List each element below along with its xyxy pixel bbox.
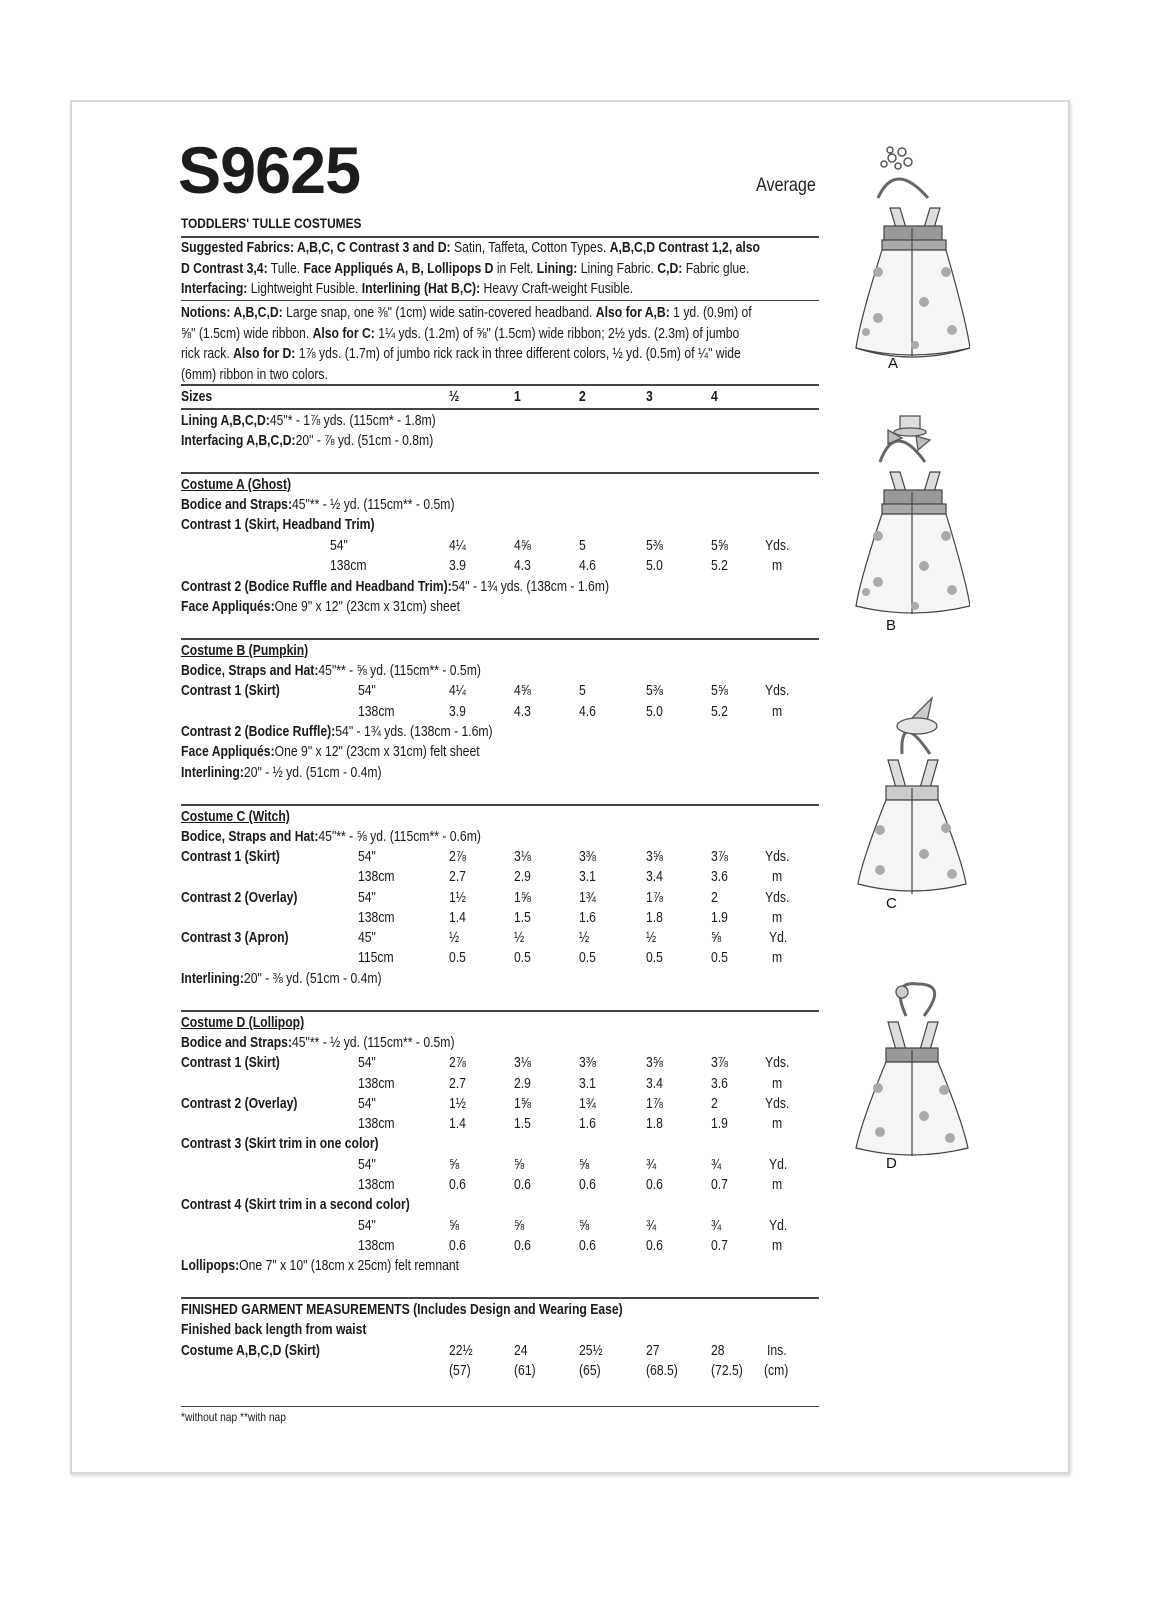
yardage-value: 3⅜ — [579, 849, 596, 865]
yardage-value: 3.1 — [579, 1076, 596, 1092]
unit: Yds. — [765, 890, 790, 906]
yardage-row — [181, 702, 821, 722]
divider — [181, 1406, 819, 1407]
yardage-value: ⅝ — [711, 930, 722, 946]
yardage-row — [181, 1236, 821, 1256]
yardage-value: 4¼ — [449, 538, 466, 554]
lining-label: Lining A,B,C,D: — [181, 413, 270, 429]
finished-inches-row — [181, 1341, 821, 1361]
row-label: Contrast 1 (Skirt, Headband Trim) — [181, 517, 375, 533]
yardage-value: 2.7 — [449, 869, 466, 885]
yardage-row — [181, 847, 821, 867]
measurement-value: 27 — [646, 1343, 660, 1359]
yardage-value: 1⅞ — [646, 1096, 663, 1112]
yardage-value: 1.8 — [646, 910, 663, 926]
yardage-row — [181, 1114, 821, 1134]
yardage-value: 0.7 — [711, 1177, 728, 1193]
notions-label: Also for D: — [233, 346, 296, 362]
yardage-value: 5⅝ — [711, 538, 728, 554]
yardage-value: ⅝ — [514, 1157, 525, 1173]
yardage-value: 4.3 — [514, 558, 531, 574]
unit: m — [772, 1238, 783, 1254]
yardage-value: ¾ — [646, 1157, 657, 1173]
yardage-value: ½ — [646, 930, 657, 946]
fabric-width: 54" — [358, 1055, 376, 1071]
notions-text: Large snap, one ⅜" (1cm) wide satin-covered headband. — [282, 305, 596, 321]
fabric-width: 138cm — [358, 1076, 395, 1092]
costume-d-contrast4-label — [181, 1195, 821, 1215]
size-value: ½ — [449, 389, 460, 405]
unit: m — [772, 910, 783, 926]
measurement-value: 24 — [514, 1343, 528, 1359]
yardage-value: ⅝ — [449, 1157, 460, 1173]
yardage-value: 0.6 — [579, 1238, 596, 1254]
unit: m — [772, 1076, 783, 1092]
fabrics-text: in Felt. — [493, 260, 537, 277]
row-text: 20" - ⅜ yd. (51cm - 0.4m) — [243, 971, 382, 987]
yardage-value: 1¾ — [579, 1096, 596, 1112]
fabrics-label: Face Appliqués A, B, Lollipops D — [303, 260, 494, 277]
yardage-row — [181, 1175, 821, 1195]
row-label: Bodice, Straps and Hat: — [181, 829, 319, 845]
yardage-value: 3⅞ — [711, 1055, 728, 1071]
footnote: *without nap **with nap — [181, 1410, 286, 1424]
fabric-width: 138cm — [358, 1177, 395, 1193]
fabric-width: 54" — [358, 1218, 376, 1234]
row-label: Interlining: — [181, 765, 244, 781]
yardage-value: 2.9 — [514, 869, 531, 885]
divider — [181, 804, 819, 806]
costume-a-face-appliques — [181, 597, 821, 617]
lining-text: 45"* - 1⅞ yds. (115cm* - 1.8m) — [269, 413, 436, 429]
row-text: 45"** - ⅝ yd. (115cm** - 0.5m) — [318, 663, 481, 679]
yardage-value: 2 — [711, 1096, 718, 1112]
yardage-value: 3.6 — [711, 869, 728, 885]
costume-b-illustration — [820, 410, 970, 625]
yardage-value: 2 — [711, 890, 718, 906]
yardage-value: 4.6 — [579, 704, 596, 720]
costume-c-heading — [181, 807, 821, 827]
yardage-value: 1½ — [449, 890, 466, 906]
pattern-subtitle: TODDLERS' TULLE COSTUMES — [181, 215, 362, 231]
row-text: 45"** - ⅝ yd. (115cm** - 0.6m) — [318, 829, 481, 845]
row-text: 45"** - ½ yd. (115cm** - 0.5m) — [291, 1035, 455, 1051]
row-label: Finished back length from waist — [181, 1322, 367, 1338]
yardage-value: 5⅜ — [646, 538, 663, 554]
yardage-value: 1.8 — [646, 1116, 663, 1132]
measurement-value: (65) — [579, 1363, 601, 1379]
unit: Ins. — [767, 1343, 787, 1359]
yardage-value: 2⅞ — [449, 849, 466, 865]
unit: Yds. — [765, 683, 790, 699]
yardage-value: 5.0 — [646, 704, 663, 720]
fabric-width: 54" — [358, 1157, 376, 1173]
yardage-value: ½ — [449, 930, 460, 946]
yardage-value: ⅝ — [579, 1218, 590, 1234]
view-label-c: C — [886, 895, 897, 912]
fabrics-text: Tulle. — [267, 260, 304, 277]
row-label: Contrast 1 (Skirt) — [181, 1055, 280, 1071]
costume-c-illustration — [820, 680, 970, 895]
yardage-value: 1¾ — [579, 890, 596, 906]
costume-c-interlining — [181, 969, 821, 989]
yardage-value: 3⅛ — [514, 849, 531, 865]
yardage-value: 0.7 — [711, 1238, 728, 1254]
yardage-value: 4⅝ — [514, 683, 531, 699]
yardage-value: ¾ — [646, 1218, 657, 1234]
fabrics-label: Lining: — [536, 260, 578, 277]
yardage-value: 5 — [579, 683, 586, 699]
view-label-d: D — [886, 1155, 897, 1172]
yardage-value: 1⅝ — [514, 1096, 531, 1112]
yardage-value: 1.5 — [514, 1116, 531, 1132]
costume-b-bodice — [181, 661, 821, 681]
unit: Yd. — [769, 1157, 788, 1173]
unit: Yds. — [765, 1096, 790, 1112]
heading-note: (Includes Design and Wearing Ease) — [409, 1302, 623, 1318]
notions-text: 1 yd. (0.9m) of — [669, 305, 752, 321]
unit: Yd. — [769, 1218, 788, 1234]
row-text: 45"** - ½ yd. (115cm** - 0.5m) — [291, 497, 455, 513]
interfacing-label: Interfacing A,B,C,D: — [181, 433, 296, 449]
suggested-fabrics — [181, 238, 811, 300]
fabric-width: 54" — [358, 1096, 376, 1112]
yardage-value: 3⅜ — [579, 1055, 596, 1071]
notions-text: 1⅞ yds. (1.7m) of jumbo rick rack in three different colors, ½ yd. (0.5m) of ¼" wide — [295, 346, 741, 362]
costume-b-face-appliques — [181, 742, 821, 762]
yardage-row — [181, 536, 821, 556]
yardage-row — [181, 1155, 821, 1175]
fabrics-text: Fabric glue. — [682, 260, 750, 277]
costume-a-heading — [181, 475, 821, 495]
row-label: Contrast 1 (Skirt) — [181, 849, 280, 865]
yardage-value: 1.4 — [449, 1116, 466, 1132]
yardage-value: 5.2 — [711, 704, 728, 720]
measurement-value: 22½ — [449, 1343, 473, 1359]
size-value: 1 — [514, 389, 521, 405]
divider — [181, 300, 819, 301]
divider — [181, 472, 819, 474]
loopy-bow-headband-icon — [878, 147, 928, 198]
row-label: Contrast 3 (Apron) — [181, 930, 289, 946]
unit: m — [772, 558, 783, 574]
fabrics-label: Interlining (Hat B,C): — [361, 281, 481, 297]
yardage-row — [181, 1216, 821, 1236]
section-heading: Costume A (Ghost) — [181, 477, 292, 493]
costume-a-illustration — [820, 140, 970, 380]
divider — [181, 384, 819, 386]
interfacing-row — [181, 431, 821, 451]
fabrics-label: A,B,C,D Contrast 1,2, also — [609, 240, 760, 256]
yardage-value: ¾ — [711, 1218, 722, 1234]
pattern-number: S9625 — [178, 133, 361, 207]
unit: m — [772, 704, 783, 720]
unit: m — [772, 950, 783, 966]
row-label: Contrast 4 (Skirt trim in a second color) — [181, 1197, 410, 1213]
fabrics-text: Heavy Craft-weight Fusible. — [480, 281, 634, 297]
yardage-value: 3.4 — [646, 1076, 663, 1092]
fabrics-text: Lining Fabric. — [577, 260, 658, 277]
finished-heading — [181, 1300, 821, 1320]
notions-text: ⅝" (1.5cm) wide ribbon. — [181, 325, 313, 342]
yardage-value: 0.5 — [711, 950, 728, 966]
fabric-width: 138cm — [330, 558, 367, 574]
lining-row — [181, 411, 821, 431]
yardage-row — [181, 948, 821, 968]
unit: m — [772, 1177, 783, 1193]
costume-d-contrast3-label — [181, 1134, 821, 1154]
size-value: 2 — [579, 389, 586, 405]
yardage-value: 5 — [579, 538, 586, 554]
section-heading: FINISHED GARMENT MEASUREMENTS — [181, 1302, 410, 1318]
row-label: Contrast 3 (Skirt trim in one color) — [181, 1136, 379, 1152]
row-label: Bodice, Straps and Hat: — [181, 663, 319, 679]
yardage-value: 1.4 — [449, 910, 466, 926]
costume-d-bodice — [181, 1033, 821, 1053]
yardage-value: 4.6 — [579, 558, 596, 574]
yardage-row — [181, 888, 821, 908]
measurement-value: (68.5) — [646, 1363, 678, 1379]
yardage-value: 0.6 — [514, 1177, 531, 1193]
row-label: Contrast 2 (Bodice Ruffle): — [181, 724, 336, 740]
yardage-value: 1⅝ — [514, 890, 531, 906]
yardage-value: 1.6 — [579, 910, 596, 926]
fabrics-label: Interfacing: — [181, 281, 248, 297]
notions-label: Also for A,B: — [595, 305, 670, 321]
yardage-row — [181, 1094, 821, 1114]
notions-text: rick rack. — [181, 346, 234, 362]
divider — [181, 1010, 819, 1012]
yardage-row — [181, 928, 821, 948]
witch-hat-headband-icon — [897, 698, 937, 754]
view-label-b: B — [886, 617, 897, 634]
row-label: Contrast 1 (Skirt) — [181, 683, 280, 699]
fabrics-label: C,D: — [657, 260, 683, 277]
mini-top-hat-headband-icon — [880, 416, 930, 462]
fabric-width: 54" — [358, 849, 376, 865]
yardage-value: 3⅛ — [514, 1055, 531, 1071]
interfacing-text: 20" - ⅞ yd. (51cm - 0.8m) — [295, 433, 434, 449]
yardage-value: 0.6 — [449, 1238, 466, 1254]
fabric-width: 54" — [358, 890, 376, 906]
size-value: 3 — [646, 389, 653, 405]
yardage-value: 0.5 — [514, 950, 531, 966]
yardage-value: 0.5 — [646, 950, 663, 966]
yardage-row — [181, 1053, 821, 1073]
costume-b-interlining — [181, 763, 821, 783]
notions-label: Also for C: — [312, 325, 375, 342]
fabric-width: 115cm — [358, 950, 394, 966]
fabric-width: 54" — [330, 538, 348, 554]
yardage-row — [181, 1074, 821, 1094]
yardage-value: ½ — [514, 930, 525, 946]
measurement-value: (57) — [449, 1363, 471, 1379]
yardage-value: ⅝ — [579, 1157, 590, 1173]
yardage-row — [181, 867, 821, 887]
yardage-value: 5.2 — [711, 558, 728, 574]
yardage-value: 0.5 — [579, 950, 596, 966]
unit: Yds. — [765, 1055, 790, 1071]
finished-cm-row — [181, 1361, 821, 1381]
yardage-value: 4.3 — [514, 704, 531, 720]
yardage-value: 1⅞ — [646, 890, 663, 906]
notions-text: 1¼ yds. (1.2m) of ⅝" (1.5cm) wide ribbon; 2½ yds. (2.3m) of jumbo — [374, 325, 740, 342]
costume-b-heading — [181, 641, 821, 661]
yardage-value: 0.5 — [449, 950, 466, 966]
measurement-value: 28 — [711, 1343, 725, 1359]
sizes-header-row — [181, 387, 821, 407]
costume-d-illustration — [820, 950, 970, 1160]
row-label: Costume A,B,C,D (Skirt) — [181, 1343, 320, 1359]
yardage-value: ⅝ — [449, 1218, 460, 1234]
yardage-value: 1.5 — [514, 910, 531, 926]
yardage-value: 3⅝ — [646, 1055, 663, 1071]
costume-a-contrast1-label — [181, 515, 821, 535]
unit: Yds. — [765, 849, 790, 865]
finished-subheading — [181, 1320, 821, 1340]
row-label: Contrast 2 (Bodice Ruffle and Headband Trim): — [181, 579, 452, 595]
view-label-a: A — [888, 355, 899, 372]
yardage-row — [181, 908, 821, 928]
yardage-value: 3.9 — [449, 558, 466, 574]
yardage-value: 3.4 — [646, 869, 663, 885]
unit: (cm) — [764, 1363, 789, 1379]
sizes-label: Sizes — [181, 389, 213, 405]
row-label: Contrast 2 (Overlay) — [181, 1096, 298, 1112]
row-label: Lollipops: — [181, 1258, 240, 1274]
costume-b-contrast2 — [181, 722, 821, 742]
yardage-value: 0.6 — [646, 1177, 663, 1193]
yardage-value: 5.0 — [646, 558, 663, 574]
yardage-value: 4¼ — [449, 683, 466, 699]
yardage-value: 3⅞ — [711, 849, 728, 865]
row-label: Face Appliqués: — [181, 599, 275, 615]
section-heading: Costume C (Witch) — [181, 809, 290, 825]
yardage-value: 2.9 — [514, 1076, 531, 1092]
costume-a-contrast2 — [181, 577, 821, 597]
costume-a-bodice — [181, 495, 821, 515]
yardage-value: 1.9 — [711, 1116, 728, 1132]
divider — [181, 1297, 819, 1299]
yardage-value: 2.7 — [449, 1076, 466, 1092]
divider — [181, 408, 819, 410]
measurement-value: (72.5) — [711, 1363, 743, 1379]
yardage-value: 1.9 — [711, 910, 728, 926]
fabrics-text: Lightweight Fusible. — [247, 281, 362, 297]
notions-text: (6mm) ribbon in two colors. — [181, 366, 328, 383]
yardage-value: 1.6 — [579, 1116, 596, 1132]
difficulty-level: Average — [756, 175, 816, 196]
row-label: Bodice and Straps: — [181, 1035, 292, 1051]
measurement-value: 25½ — [579, 1343, 603, 1359]
row-text: One 9" x 12" (23cm x 31cm) sheet — [274, 599, 460, 615]
fabrics-text: Satin, Taffeta, Cotton Types. — [450, 240, 610, 256]
row-label: Face Appliqués: — [181, 744, 275, 760]
yardage-value: 0.6 — [579, 1177, 596, 1193]
measurement-value: (61) — [514, 1363, 536, 1379]
row-label: Bodice and Straps: — [181, 497, 292, 513]
unit: m — [772, 869, 783, 885]
yardage-value: 2⅞ — [449, 1055, 466, 1071]
costume-c-bodice — [181, 827, 821, 847]
row-text: 54" - 1¾ yds. (138cm - 1.6m) — [451, 579, 610, 595]
fabrics-label: Suggested Fabrics: A,B,C, C Contrast 3 and D: — [181, 240, 451, 256]
yardage-value: ¾ — [711, 1157, 722, 1173]
section-heading: Costume D (Lollipop) — [181, 1015, 305, 1031]
row-text: One 9" x 12" (23cm x 31cm) felt sheet — [274, 744, 480, 760]
fabric-width: 138cm — [358, 869, 395, 885]
fabrics-label: D Contrast 3,4: — [181, 260, 268, 277]
yardage-value: 0.6 — [449, 1177, 466, 1193]
unit: Yds. — [765, 538, 790, 554]
row-text: 20" - ½ yd. (51cm - 0.4m) — [243, 765, 382, 781]
fabric-width: 138cm — [358, 1116, 395, 1132]
yardage-value: 5⅜ — [646, 683, 663, 699]
yardage-value: 3.6 — [711, 1076, 728, 1092]
section-heading: Costume B (Pumpkin) — [181, 643, 309, 659]
row-label: Contrast 2 (Overlay) — [181, 890, 298, 906]
yardage-value: 3⅝ — [646, 849, 663, 865]
row-text: 54" - 1¾ yds. (138cm - 1.6m) — [335, 724, 493, 740]
row-label: Interlining: — [181, 971, 244, 987]
row-text: One 7" x 10" (18cm x 25cm) felt remnant — [239, 1258, 460, 1274]
yardage-value: 4⅝ — [514, 538, 531, 554]
notions — [181, 303, 811, 385]
costume-d-lollipops — [181, 1256, 821, 1276]
divider — [181, 638, 819, 640]
yardage-value: 0.6 — [514, 1238, 531, 1254]
notions-label: Notions: A,B,C,D: — [181, 305, 283, 321]
fabric-width: 45" — [358, 930, 376, 946]
fabric-width: 54" — [358, 683, 376, 699]
lollipop-flower-headband-icon — [896, 984, 935, 1016]
yardage-value: 3.9 — [449, 704, 466, 720]
unit: m — [772, 1116, 783, 1132]
yardage-value: 3.1 — [579, 869, 596, 885]
yardage-value: 1½ — [449, 1096, 466, 1112]
yardage-value: ½ — [579, 930, 590, 946]
fabric-width: 138cm — [358, 704, 395, 720]
unit: Yd. — [769, 930, 788, 946]
yardage-value: 0.6 — [646, 1238, 663, 1254]
size-value: 4 — [711, 389, 718, 405]
costume-d-heading — [181, 1013, 821, 1033]
yardage-value: ⅝ — [514, 1218, 525, 1234]
yardage-value: 5⅝ — [711, 683, 728, 699]
yardage-row — [181, 681, 821, 701]
yardage-row — [181, 556, 821, 576]
fabric-width: 138cm — [358, 1238, 395, 1254]
fabric-width: 138cm — [358, 910, 395, 926]
